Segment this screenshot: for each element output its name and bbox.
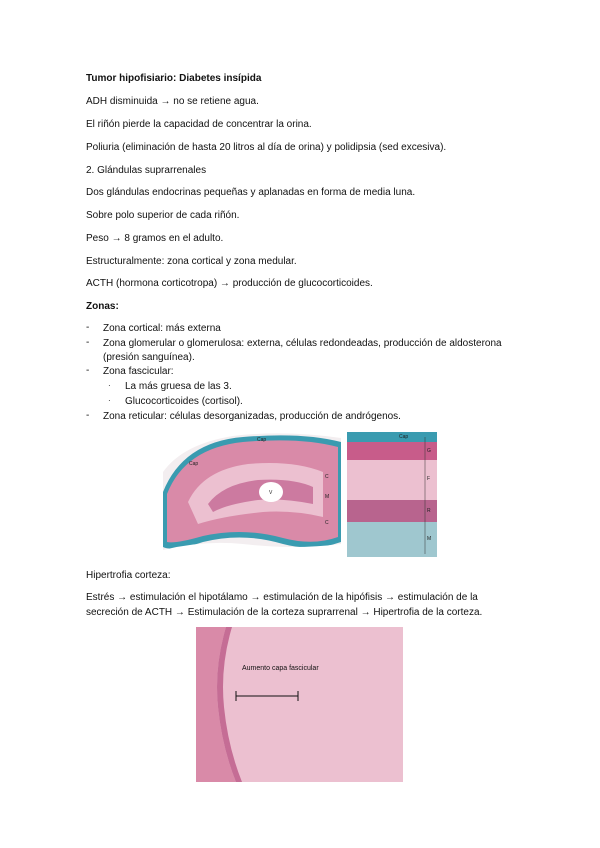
adrenal-zones-image [347, 432, 437, 557]
figure-label: C [325, 474, 329, 480]
list-bullet: - [86, 337, 90, 348]
figure-label: Cap [189, 461, 199, 467]
numbered-heading: 2. Glándulas suprarrenales [86, 165, 207, 176]
list-item: Zona glomerular o glomerulosa: externa, células redondeadas, producción de aldosterona [103, 338, 502, 349]
text-line: Sobre polo superior de cada riñón. [86, 210, 240, 221]
figure-label: Cap [257, 437, 267, 443]
figure-label: Cap [399, 434, 409, 440]
list-bullet: - [86, 322, 90, 333]
adrenal-cross-section-image [163, 432, 341, 557]
text-line: ADH disminuida → no se retiene agua. [86, 96, 259, 107]
text-line: Estructuralmente: zona cortical y zona medular. [86, 256, 297, 267]
figure-label: M [427, 536, 432, 542]
sub-list-bullet: · [108, 381, 111, 390]
list-item: Zona reticular: células desorganizadas, producción de andrógenos. [103, 411, 401, 422]
sub-list-item: La más gruesa de las 3. [125, 381, 232, 392]
subsection-title: Hipertrofia corteza: [86, 570, 171, 581]
sub-list-item: Glucocorticoides (cortisol). [125, 396, 243, 407]
cortex-hypertrophy-image [196, 627, 403, 782]
figure-label: R [427, 508, 431, 514]
figure-label: G [427, 448, 431, 454]
text-line: Poliuria (eliminación de hasta 20 litros al día de orina) y polidipsia (sed excesiva). [86, 142, 447, 153]
list-item: Zona fascicular: [103, 366, 174, 377]
list-item: Zona cortical: más externa [103, 323, 221, 334]
list-bullet: - [86, 410, 90, 421]
sub-list-bullet: · [108, 396, 111, 405]
figure-caption: Aumento capa fascicular [242, 665, 319, 672]
section-heading: Tumor hipofisiario: Diabetes insípida [86, 73, 262, 84]
text-line: Estrés → estimulación el hipotálamo → estimulación de la hipófisis → estimulación de la [86, 592, 478, 603]
list-bullet: - [86, 365, 90, 376]
text-line: Dos glándulas endocrinas pequeñas y aplanadas en forma de media luna. [86, 187, 416, 198]
figure-label: C [325, 520, 329, 526]
text-line: secreción de ACTH → Estimulación de la corteza suprarrenal → Hipertrofia de la corteza. [86, 607, 483, 618]
list-item-continuation: (presión sanguínea). [103, 352, 195, 363]
zonas-title: Zonas: [86, 301, 119, 312]
figure-label: V [269, 490, 273, 496]
text-line: El riñón pierde la capacidad de concentrar la orina. [86, 119, 312, 130]
figure-label: F [427, 476, 431, 482]
figure-label: M [325, 494, 330, 500]
text-line: Peso → 8 gramos en el adulto. [86, 233, 224, 244]
text-line: ACTH (hormona corticotropa) → producción de glucocorticoides. [86, 278, 373, 289]
